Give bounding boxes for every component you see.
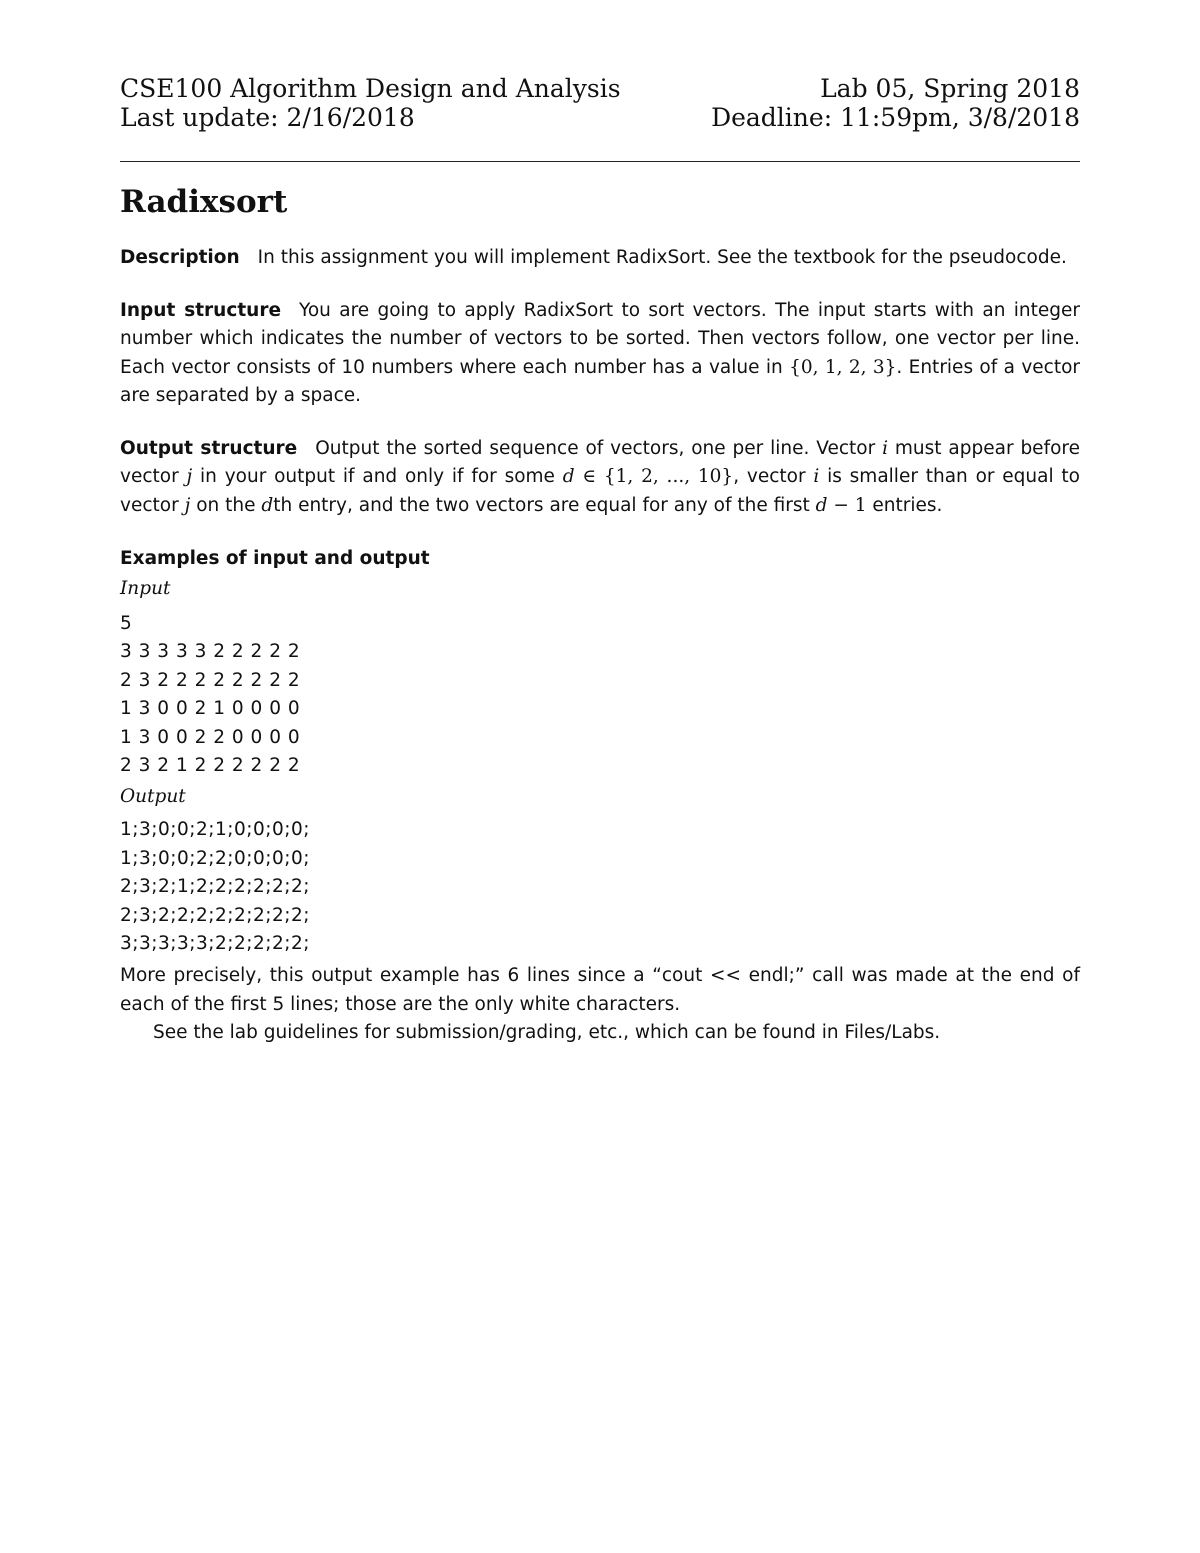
output-example xyxy=(120,816,1080,958)
os-text-7: th entry, and the two vectors are equal for any of the first xyxy=(273,494,816,516)
math-minus-one: − 1 xyxy=(827,494,867,516)
last-update: Last update: 2/16/2018 xyxy=(120,103,415,132)
input-line: 3 3 3 3 3 2 2 2 2 2 xyxy=(120,641,301,663)
os-text-3: in your output if and only if for some xyxy=(192,466,563,487)
examples-heading: Examples of input and output xyxy=(120,548,430,569)
lab-label: Lab 05, Spring 2018 xyxy=(820,74,1080,103)
math-i: i xyxy=(882,437,889,459)
math-d-in: d ∈ xyxy=(562,466,597,487)
output-label: Output xyxy=(120,786,186,808)
output-line: 2;3;2;2;2;2;2;2;2;2; xyxy=(120,904,311,926)
input-example xyxy=(120,610,1080,780)
input-line: 5 xyxy=(120,613,133,634)
header-divider xyxy=(120,161,1080,162)
description-heading: Description xyxy=(120,247,240,268)
os-text-5: is smaller than or equal to vector xyxy=(120,466,1080,516)
output-structure-heading: Output structure xyxy=(120,437,298,459)
header-row-2 xyxy=(120,103,1080,132)
math-j: j xyxy=(186,466,193,487)
os-text-8: entries. xyxy=(866,494,943,516)
math-d: d xyxy=(815,494,828,516)
input-structure-text-b: . Entries of a vector are separated by a space. xyxy=(120,356,1081,406)
output-structure-paragraph xyxy=(120,435,1080,521)
math-i: i xyxy=(813,466,820,487)
output-line: 2;3;2;1;2;2;2;2;2;2; xyxy=(120,876,311,898)
input-structure-heading: Input structure xyxy=(120,299,282,321)
output-line: 1;3;0;0;2;1;0;0;0;0; xyxy=(120,819,311,841)
page-title: Radixsort xyxy=(120,184,288,220)
os-text-4: , vector xyxy=(733,466,814,487)
document-page xyxy=(120,74,1080,1066)
math-d: d xyxy=(261,494,274,516)
input-structure-text-a: You are going to apply RadixSort to sort vectors. The input starts with an integer number which indicates the number of vectors to be sorted. Then vectors follow, one vector per line. Each vector consists of 10 numbers where each number has a value in xyxy=(120,299,1080,378)
description-paragraph xyxy=(120,244,1080,273)
more-precisely-paragraph: More precisely, this output example has 6 lines since a “cout << endl;” call was made at the end of each of the first 5 lines; those are the only white characters. xyxy=(120,965,1080,1015)
description-text: In this assignment you will implement RadixSort. See the textbook for the pseudocode. xyxy=(257,247,1067,268)
deadline: Deadline: 11:59pm, 3/8/2018 xyxy=(711,103,1080,132)
input-line: 1 3 0 0 2 2 0 0 0 0 xyxy=(120,726,301,748)
header-row-1 xyxy=(120,74,1080,103)
guidelines-paragraph: See the lab guidelines for submission/grading, etc., which can be found in Files/Labs. xyxy=(153,1022,941,1044)
input-line: 2 3 2 2 2 2 2 2 2 2 xyxy=(120,669,301,691)
input-line: 2 3 2 1 2 2 2 2 2 2 xyxy=(120,755,301,777)
input-structure-paragraph xyxy=(120,297,1080,411)
input-label: Input xyxy=(120,578,171,599)
os-text-6: on the xyxy=(190,494,262,516)
index-set: {1, 2, ..., 10} xyxy=(596,466,734,487)
output-line: 1;3;0;0;2;2;0;0;0;0; xyxy=(120,847,311,869)
course-title: CSE100 Algorithm Design and Analysis xyxy=(120,74,621,103)
output-line: 3;3;3;3;3;2;2;2;2;2; xyxy=(120,933,311,955)
input-line: 1 3 0 0 2 1 0 0 0 0 xyxy=(120,698,301,720)
os-text-2: must appear before vector xyxy=(120,437,1080,487)
math-j: j xyxy=(184,494,191,516)
os-text-1: Output the sorted sequence of vectors, one per line. Vector xyxy=(315,437,883,459)
value-set: {0, 1, 2, 3} xyxy=(789,356,897,378)
